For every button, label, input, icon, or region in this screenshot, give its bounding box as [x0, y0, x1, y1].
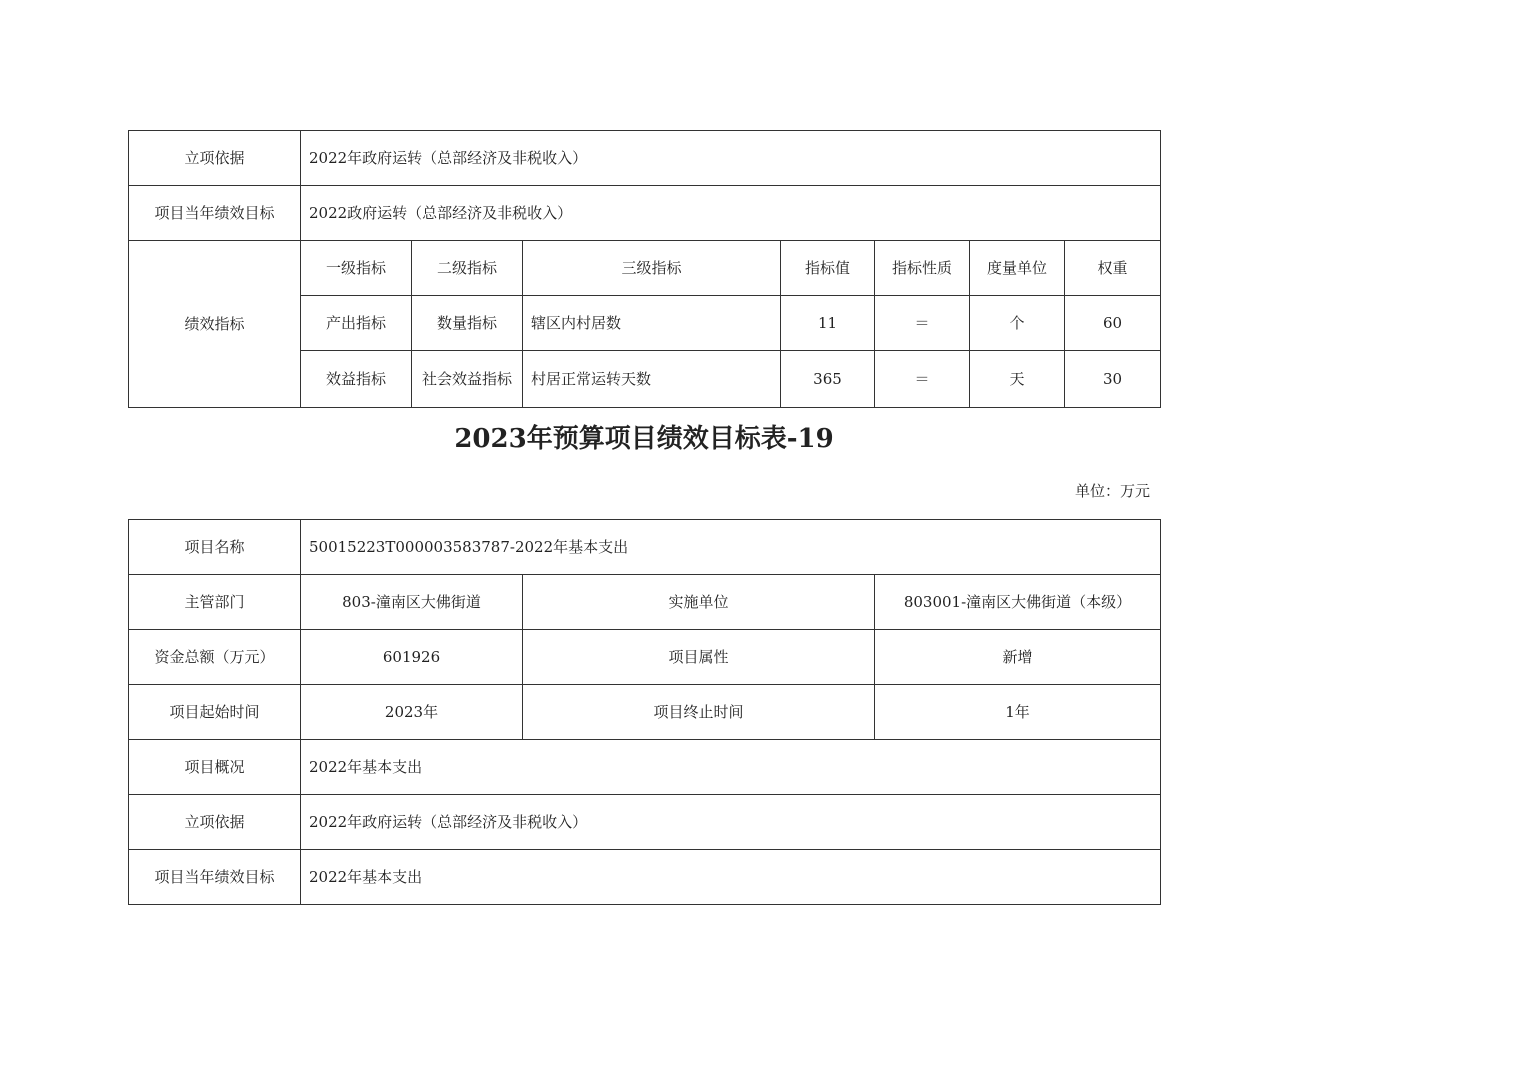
performance-table-top [128, 130, 1161, 408]
name-label: 项目名称 [129, 520, 301, 575]
row2-level3: 村居正常运转天数 [523, 351, 781, 408]
row2-value: 365 [781, 351, 875, 408]
goal-label: 项目当年绩效目标 [129, 186, 301, 241]
fund-value: 601926 [301, 630, 523, 685]
header-level2: 二级指标 [412, 241, 523, 296]
attr-label: 项目属性 [523, 630, 875, 685]
row2-nature: ＝ [875, 351, 970, 408]
basis-value: 2022年政府运转（总部经济及非税收入） [301, 131, 1161, 186]
start-label: 项目起始时间 [129, 685, 301, 740]
goal-value: 2022政府运转（总部经济及非税收入） [301, 186, 1161, 241]
unit-label: 单位：万元 [1074, 482, 1150, 500]
impl-value: 803001-潼南区大佛街道（本级） [875, 575, 1161, 630]
basis-label: 立项依据 [129, 131, 301, 186]
row1-nature: ＝ [875, 296, 970, 351]
header-unit: 度量单位 [970, 241, 1065, 296]
page-title: 2023年预算项目绩效目标表-19 [454, 424, 834, 454]
fund-label: 资金总额（万元） [129, 630, 301, 685]
row1-unit: 个 [970, 296, 1065, 351]
end-value: 1年 [875, 685, 1161, 740]
indicators-label: 绩效指标 [129, 241, 301, 408]
header-nature: 指标性质 [875, 241, 970, 296]
dept-value: 803-潼南区大佛街道 [301, 575, 523, 630]
end-label: 项目终止时间 [523, 685, 875, 740]
header-weight: 权重 [1065, 241, 1161, 296]
row1-level2: 数量指标 [412, 296, 523, 351]
impl-label: 实施单位 [523, 575, 875, 630]
header-level3: 三级指标 [523, 241, 781, 296]
goal-value: 2022年基本支出 [301, 850, 1161, 905]
goal-label: 项目当年绩效目标 [129, 850, 301, 905]
row2-level1: 效益指标 [301, 351, 412, 408]
row2-weight: 30 [1065, 351, 1161, 408]
project-info-table [128, 519, 1161, 905]
header-value: 指标值 [781, 241, 875, 296]
row2-level2: 社会效益指标 [412, 351, 523, 408]
attr-value: 新增 [875, 630, 1161, 685]
row2-unit: 天 [970, 351, 1065, 408]
name-value: 50015223T000003583787-2022年基本支出 [301, 520, 1161, 575]
dept-label: 主管部门 [129, 575, 301, 630]
row1-value: 11 [781, 296, 875, 351]
basis-value: 2022年政府运转（总部经济及非税收入） [301, 795, 1161, 850]
overview-label: 项目概况 [129, 740, 301, 795]
basis-label: 立项依据 [129, 795, 301, 850]
header-level1: 一级指标 [301, 241, 412, 296]
overview-value: 2022年基本支出 [301, 740, 1161, 795]
start-value: 2023年 [301, 685, 523, 740]
row1-level1: 产出指标 [301, 296, 412, 351]
row1-weight: 60 [1065, 296, 1161, 351]
row1-level3: 辖区内村居数 [523, 296, 781, 351]
